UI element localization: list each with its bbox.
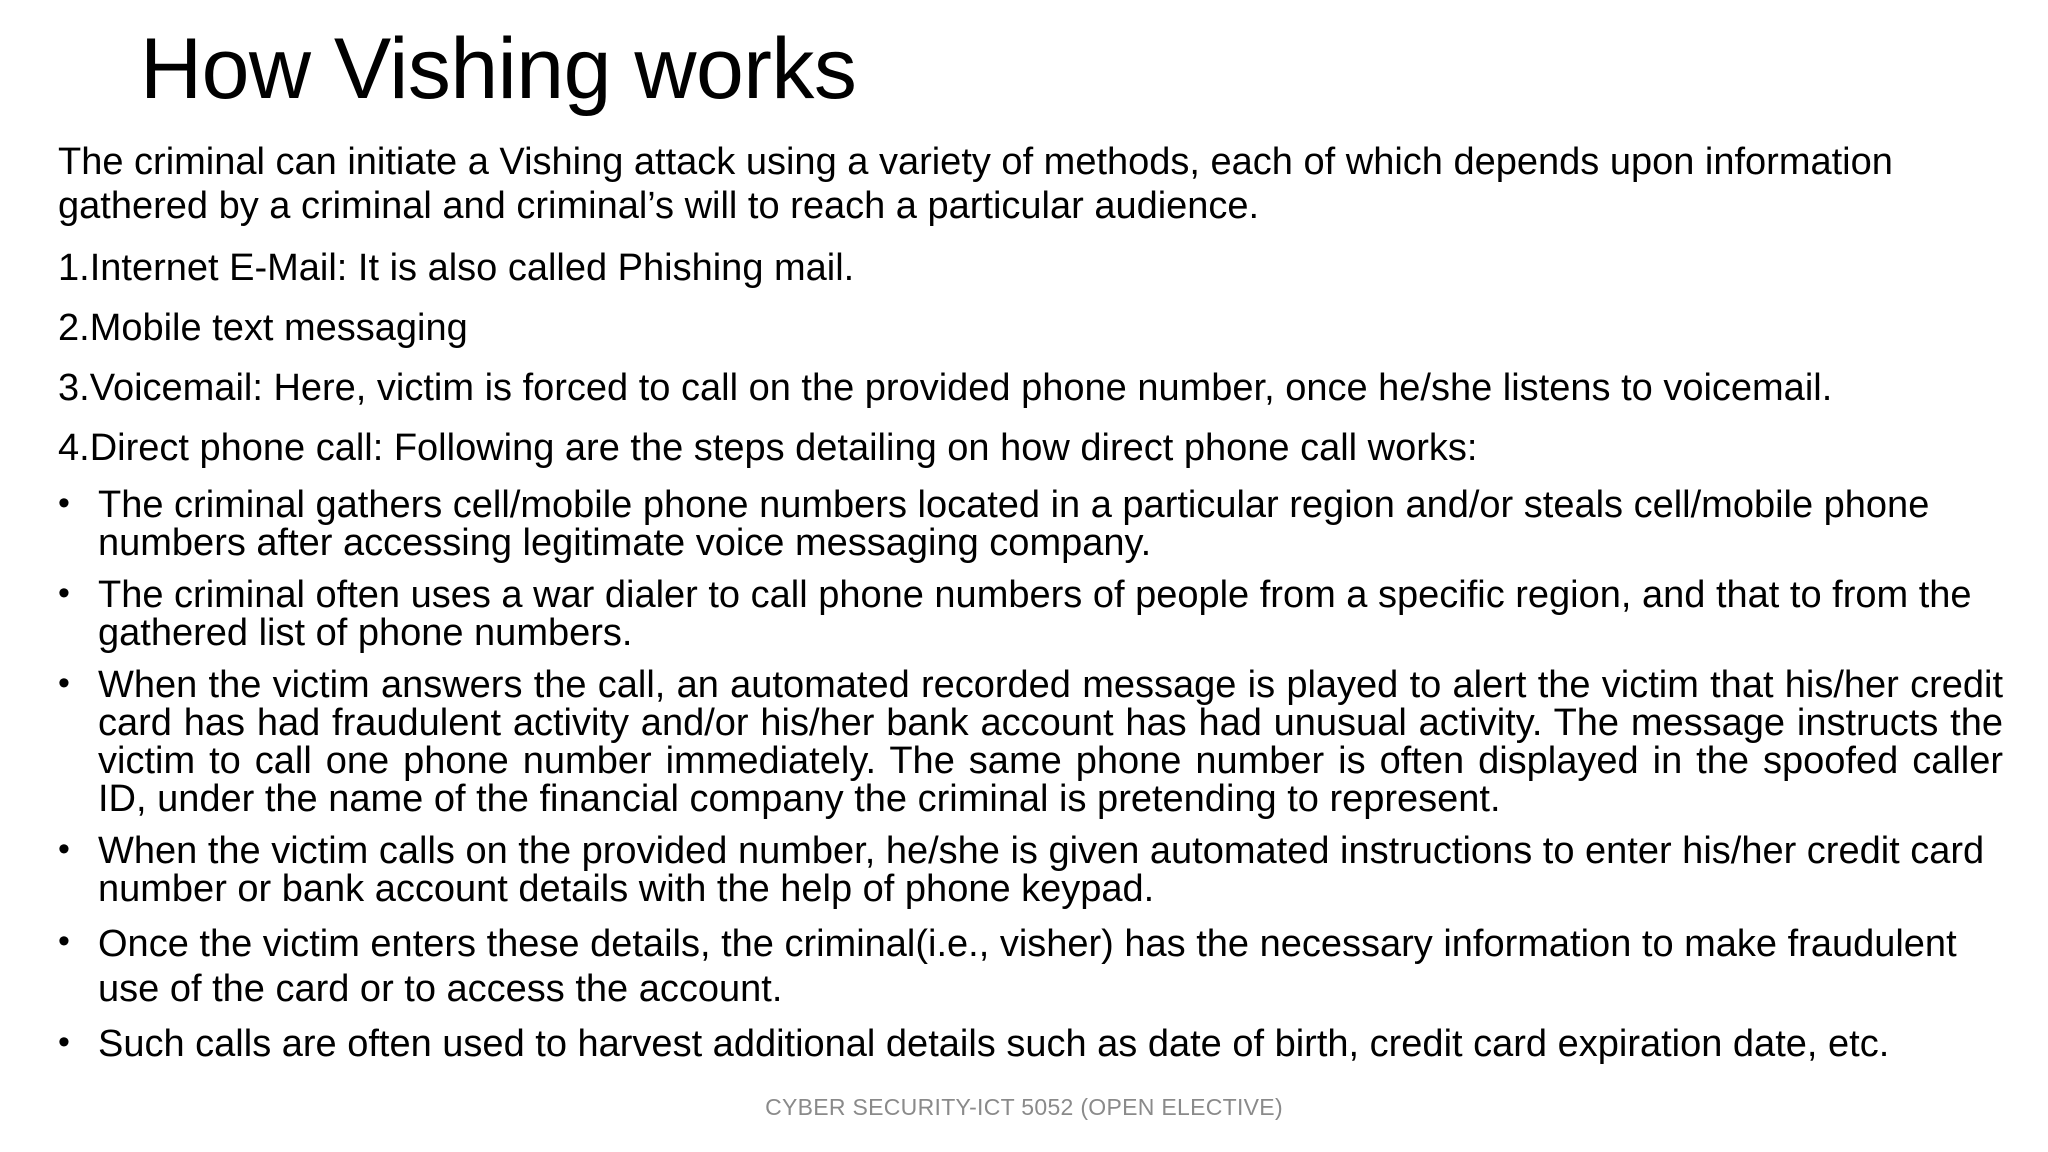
numbered-item-4: 4.Direct phone call: Following are the steps detailing on how direct phone call works: (58, 427, 1478, 470)
numbered-item-2: 2.Mobile text messaging (58, 307, 468, 350)
bullet-item (58, 1022, 2003, 1065)
bullet-item (58, 830, 2003, 911)
slide-body (58, 140, 2003, 1077)
bullet-icon: • (58, 574, 70, 613)
bullet-icon: • (58, 830, 70, 869)
bullet-item (58, 574, 2003, 655)
bullet-text: When the victim answers the call, an automated recorded message is played to alert the victim that his/her credit card has had fraudulent activity and/or his/her bank account has had unusual activity. The message instructs the victim to call one phone number immediately. The same phone number is often displayed in the spoofed caller ID, under the name of the financial company the criminal is pretending to represent. (98, 664, 2003, 821)
bullet-item (58, 922, 2003, 1010)
bullet-item (58, 664, 2003, 821)
bullet-text: When the victim calls on the provided number, he/she is given automated instructions to enter his/her credit card number or bank account details with the help of phone keypad. (98, 830, 1985, 911)
bullet-icon: • (58, 1022, 70, 1061)
slide-footer: CYBER SECURITY-ICT 5052 (OPEN ELECTIVE) (765, 1094, 1283, 1120)
bullet-text: Once the victim enters these details, the criminal(i.e., visher) has the necessary information to make fraudulent use of the card or to access the account. (98, 923, 1957, 1010)
bullet-text: The criminal gathers cell/mobile phone numbers located in a particular region and/or steals cell/mobile phone numbers after accessing legitimate voice messaging company. (98, 484, 1930, 565)
bullet-icon: • (58, 484, 70, 523)
bullet-list (58, 484, 2003, 1065)
bullet-text: Such calls are often used to harvest additional details such as date of birth, credit card expiration date, etc. (98, 1022, 1890, 1065)
bullet-text: The criminal often uses a war dialer to call phone numbers of people from a specific region, and that to from the gathered list of phone numbers. (98, 574, 1972, 655)
bullet-item (58, 484, 2003, 565)
bullet-icon: • (58, 664, 70, 703)
numbered-item-1: 1.Internet E-Mail: It is also called Phishing mail. (58, 247, 855, 290)
bullet-icon: • (58, 922, 70, 961)
slide-title: How Vishing works (140, 21, 857, 117)
intro-paragraph: The criminal can initiate a Vishing attack using a variety of methods, each of which depends upon information gathered by a criminal and criminal’s will to reach a particular audience. (58, 141, 1893, 228)
numbered-item-3: 3.Voicemail: Here, victim is forced to call on the provided phone number, once he/she listens to voicemail. (58, 367, 1833, 410)
